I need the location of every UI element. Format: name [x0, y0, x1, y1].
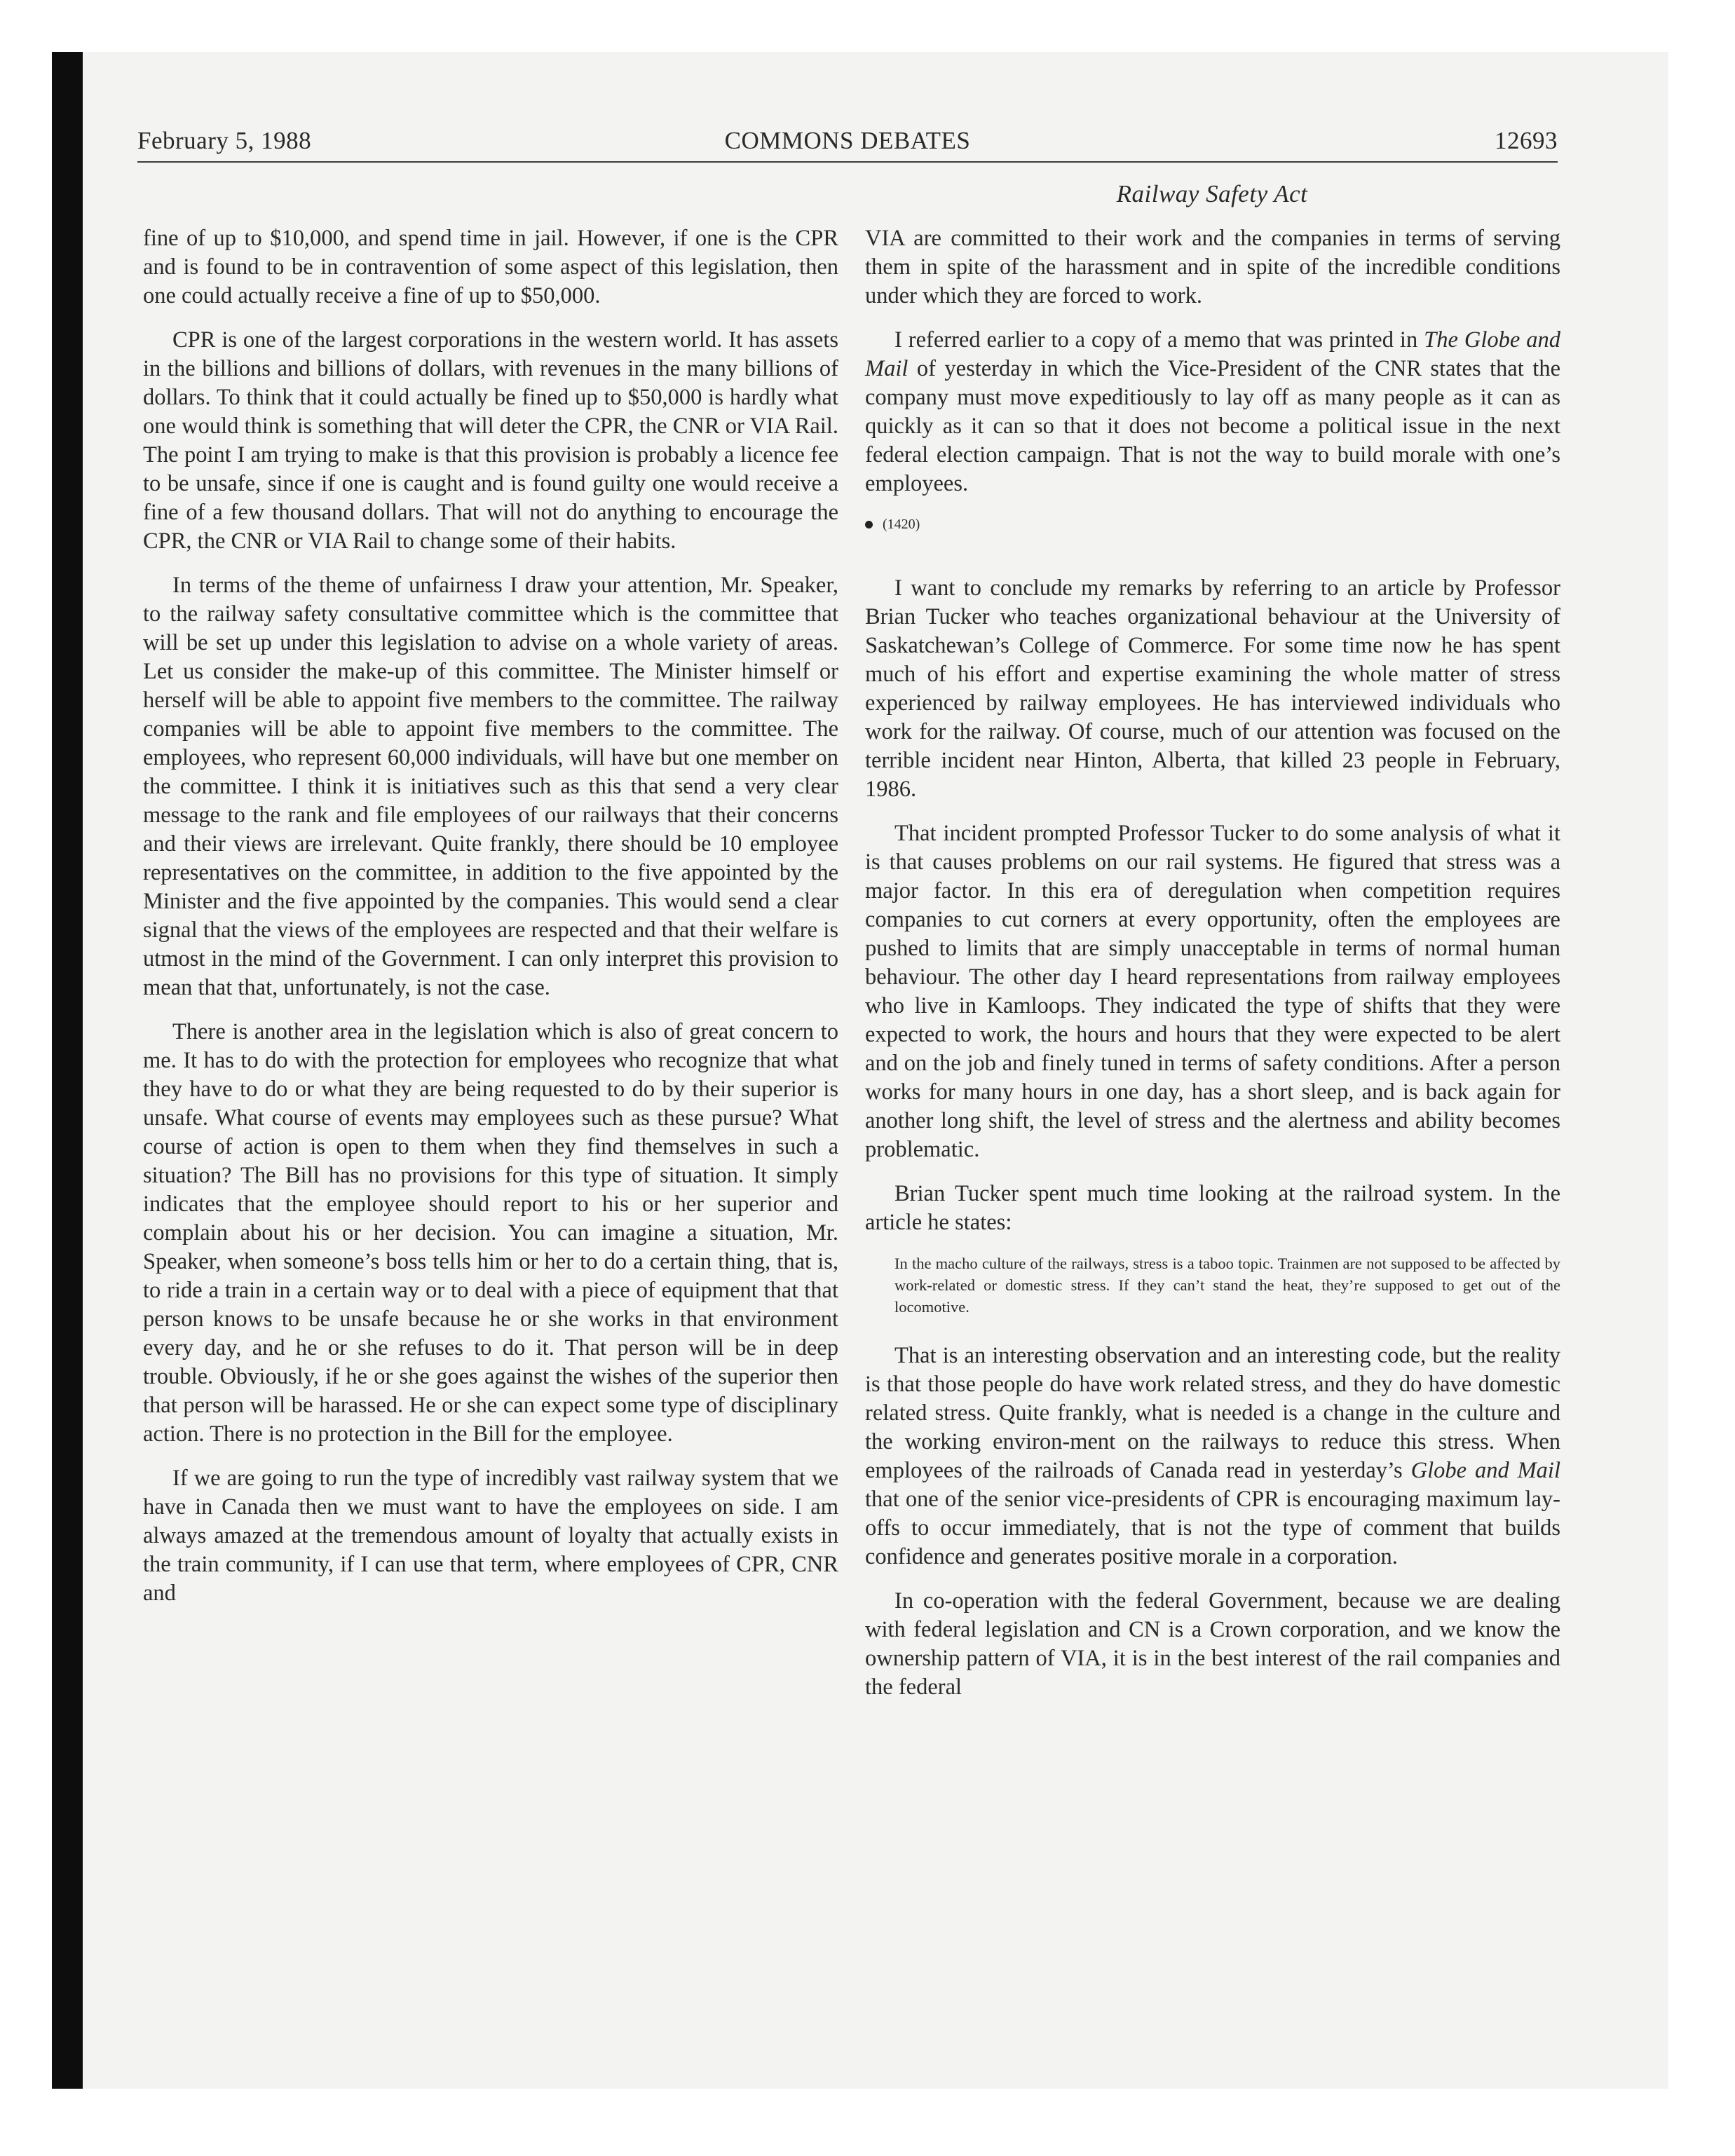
right-paragraph-1: VIA are committed to their work and the companies in terms of serving them in spite of the harassment and in spite of the incredible conditions under which they are forced to work. — [865, 226, 1560, 308]
bullet-dot-icon — [865, 521, 873, 528]
header-date: February 5, 1988 — [137, 127, 312, 154]
binding-edge-shadow — [52, 52, 83, 2089]
right-paragraph-5: Brian Tucker spent much time looking at the railroad system. In the article he states: — [865, 1181, 1560, 1235]
right-paragraph-2-text-b: of yesterday in which the Vice-President of the CNR states that the company must move expeditiously to lay off as many people as it can as quickly as it can so that it does not become a political issue in the next federal election campaign. That is not the way to build morale with one’s employees. — [865, 356, 1560, 496]
left-paragraph-4: There is another area in the legislation which is also of great concern to me. It has to do with the protection for employees who recognize that what they have to do or what they are being requested to do by their superior is unsafe. What course of events may employees such as these pursue? What course of action is open to them when they find themselves in such a situation? The Bill has no provisions for this type of situation. It simply indicates that the employee should report to his or her superior and complain about his or her decision. You can imagine a situation, Mr. Speaker, when someone’s boss tells him or her to do a certain thing, that is, to ride a train in a certain way or to deal with a piece of equipment that that person knows to be unsafe because he or she works in that environment every day, and he or she refuses to do it. That person will be in deep trouble. Obviously, if he or she goes against the wishes of the superior then that person will be harassed. He or she can expect some type of disciplinary action. There is no protection in the Bill for the employee. — [143, 1019, 838, 1447]
block-quote: In the macho culture of the railways, stress is a taboo topic. Trainmen are not supposed to be affected by work-related or domestic stress. If they can’t stand the heat, they’re supposed to get out of the locomotive. — [894, 1255, 1560, 1316]
left-paragraph-5: If we are going to run the type of incredibly vast railway system that we have in Canada then we must want to have the employees on side. I am always amazed at the tremendous amount of loyalty that actually exists in the train community, if I can use that term, where employees of CPR, CNR and — [143, 1466, 838, 1606]
right-paragraph-6-text-a: That is an interesting observation and an interesting code, but the reality is that those people do have work related stress, and they do have domestic related stress. Quite frankly, what is needed is a change in the culture and the working environ-ment on the railways to reduce this stress. When employees of the railroads of Canada read in yesterday’s — [865, 1343, 1560, 1483]
section-title: Railway Safety Act — [1116, 180, 1308, 207]
left-column — [143, 224, 838, 1623]
right-paragraph-4: That incident prompted Professor Tucker to do some analysis of what it is that causes problems on our rail systems. He figured that stress was a major factor. In this era of deregulation when competition requires companies to cut corners at every opportunity, often the employees are pushed to limits that are simply unacceptable in terms of normal human behaviour. The other day I heard representations from railway employees who live in Kamloops. They indicated the type of shifts that they were expected to work, the hours and hours that they were expected to be alert and on the job and finely tuned in terms of safety conditions. After a person works for many hours in one day, has a short sleep, and is back again for another long shift, the level of stress and the alertness and ability becomes problematic. — [865, 821, 1560, 1162]
header-page-number: 12693 — [1495, 127, 1558, 154]
left-paragraph-1: fine of up to $10,000, and spend time in jail. However, if one is the CPR and is found to be in contravention of some aspect of this legislation, then one could actually receive a fine of up to $50,000. — [143, 226, 838, 308]
running-header — [137, 125, 1558, 164]
left-paragraph-2: CPR is one of the largest corporations in the western world. It has assets in the billions and billions of dollars, with revenues in the many billions of dollars. To think that it could actually be fined up to $50,000 is hardly what one would think is something that will deter the CPR, the CNR or VIA Rail. The point I am trying to make is that this provision is probably a licence fee to be unsafe, since if one is caught and is found guilty one would receive a fine of a few thousand dollars. That will not do anything to encourage the CPR, the CNR or VIA Rail to change some of their habits. — [143, 327, 838, 554]
left-paragraph-3: In terms of the theme of unfairness I draw your attention, Mr. Speaker, to the railway safety consultative committee which is the committee that will be set up under this legislation to advise on a whole variety of areas. Let us consider the make-up of this committee. The Minister himself or herself will be able to appoint five members to the committee. The railway companies will be able to appoint five members to the committee. The employees, who represent 60,000 individuals, will have but one member on the committee. I think it is initiatives such as this that send a very clear message to the rank and file employees of our railways that their concerns and their views are irrelevant. Quite frankly, there should be 10 employee representatives on the committee, in addition to the five appointed by the Minister and the five appointed by the companies. This would send a clear signal that the views of the employees are respected and that their welfare is utmost in the mind of the Government. I can only interpret this provision to mean that that, unfortunately, is not the case. — [143, 573, 838, 1000]
right-paragraph-6 — [865, 1342, 1560, 1571]
header-publication-title: COMMONS DEBATES — [724, 127, 971, 154]
right-column — [865, 224, 1560, 1717]
time-marker-label: (1420) — [883, 517, 920, 532]
time-marker — [865, 514, 1560, 535]
header-rule — [137, 161, 1558, 163]
right-paragraph-7: In co-operation with the federal Government, because we are dealing with federal legislation and CN is a Crown corporation, and we know the ownership pattern of VIA, it is in the best interest of the rail companies and the federal — [865, 1588, 1560, 1700]
right-paragraph-2-text-a: I referred earlier to a copy of a memo that was printed in — [894, 327, 1424, 353]
right-paragraph-3: I want to conclude my remarks by referring to an article by Professor Brian Tucker who teaches organizational behaviour at the University of Saskatchewan’s College of Commerce. For some time now he has spent much of his effort and expertise examining the whole matter of stress experienced by railway employees. He has interviewed individuals who work for the railway. Of course, much of our attention was focused on the terrible incident near Hinton, Alberta, that killed 23 people in February, 1986. — [865, 575, 1560, 802]
newspaper-title: The Globe and Mail — [865, 327, 1560, 381]
right-paragraph-6-text-b: that one of the senior vice-presidents of CPR is encouraging maximum lay-offs to occur immediately, that is not the type of comment that builds confidence and generates positive morale in a corporation. — [865, 1487, 1560, 1569]
newspaper-title-2: Globe and Mail — [1410, 1458, 1560, 1483]
right-paragraph-2 — [865, 326, 1560, 498]
